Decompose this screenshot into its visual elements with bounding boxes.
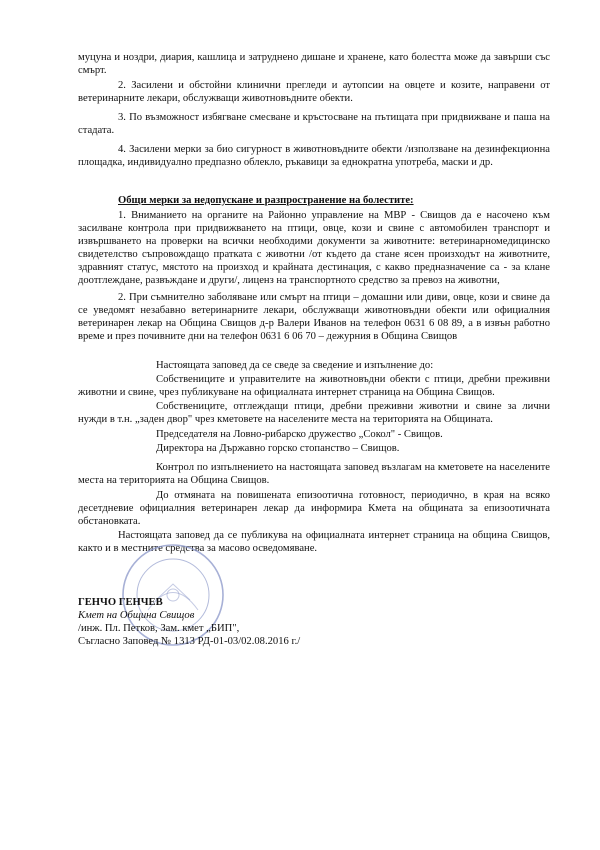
notice-line-2: Собствениците и управителите на животновъдни обекти с птици, дребни преживни животни и свине, чрез публикуване на официалната интернет страница на Община Свищов. — [78, 374, 550, 398]
paragraph-4: 4. Засилени мерки за био сигурност в животновъдните обекти /използване на дезинфекционна площадка, индивидуално предпазно облекло, ръкавици за еднократна употреба, маски и др. — [78, 144, 550, 168]
measure-2: 2. При съмнително заболяване или смърт на птици – домашни или диви, овце, кози и свине да се уведомят незабавно ветеринарните лекари, обслужващи животновъдни обекти или официалния ветеринарен лекар на Община Свищов д-р Валери Иванов на телефон 0631 6 08 89, а в извън работно време и през почивните дни на телефон 0631 6 06 70 – дежурния в Община Свищов — [78, 292, 550, 342]
notice-line-3: Собствениците, отглеждащи птици, дребни преживни животни и свине за лични нужди в т.н. „заден двор" чрез кметовете на населените места на територията на Общината. — [78, 401, 550, 425]
notice-line-4: Председателя на Ловно-рибарско дружество „Сокол" - Свищов. — [156, 429, 443, 440]
order-reference: Съгласно Заповед № 1313 РД-01-03/02.08.2016 г./ — [78, 636, 301, 647]
notice-line-5: Директора на Държавно горско стопанство – Свищов. — [156, 443, 400, 454]
signatory-role: Кмет на Община Свищов — [78, 610, 195, 621]
signatory-name: ГЕНЧО ГЕНЧЕВ — [78, 597, 163, 608]
paragraph-2: 2. Засилени и обстойни клинични прегледи и аутопсии на овцете и козите, направени от ветеринарните лекари, обслужващи животновъдните обекти. — [78, 80, 550, 104]
measure-1: 1. Вниманието на органите на Районно управление на МВР - Свищов да е насочено към засилване контрола при придвижването на птици, овце, кози и свине с автомобилен транспорт и извършването на проверки на всички необходими документи за животните: ветеринарномедицинско свидетелство съпровождащо пратката с животни /от където да стане ясен произходът на животните, здравният статус, мястото на произход и крайната дестинация, с какво предназначение са - за клане доотглеждане, развъждане и други/, лиценз на транспортното средство за превоз на животни, — [78, 210, 550, 286]
paragraph-3: 3. По възможност избягване смесване и кръстосване на пътищата при придвижване и паша на стадата. — [78, 112, 550, 136]
notice-line-8: Настоящата заповед да се публикува на официалната интернет страница на община Свищов, както и в местните средства за масово осведомяване. — [78, 530, 550, 554]
deputy-line: /инж. Пл. Петков, Зам. кмет „БИП", — [78, 623, 240, 634]
paragraph-continuation: муцуна и ноздри, диария, кашлица и затруднено дишане и хранене, като болестта може да завърши със смърт. — [78, 52, 550, 76]
notice-line-1: Настоящата заповед да се сведе за сведение и изпълнение до: — [156, 360, 434, 371]
notice-line-6: Контрол по изпълнението на настоящата заповед възлагам на кметовете на населените места на територията на Община Свищов. — [78, 462, 550, 486]
notice-line-7: До отмяната на повишената епизоотична готовност, периодично, в края на всяко десетдневие официалния ветеринарен лекар да информира Кмета на общината за епизоотичната обстановката. — [78, 490, 550, 527]
section-heading: Общи мерки за недопускане и разпространение на болестите: — [118, 195, 414, 206]
